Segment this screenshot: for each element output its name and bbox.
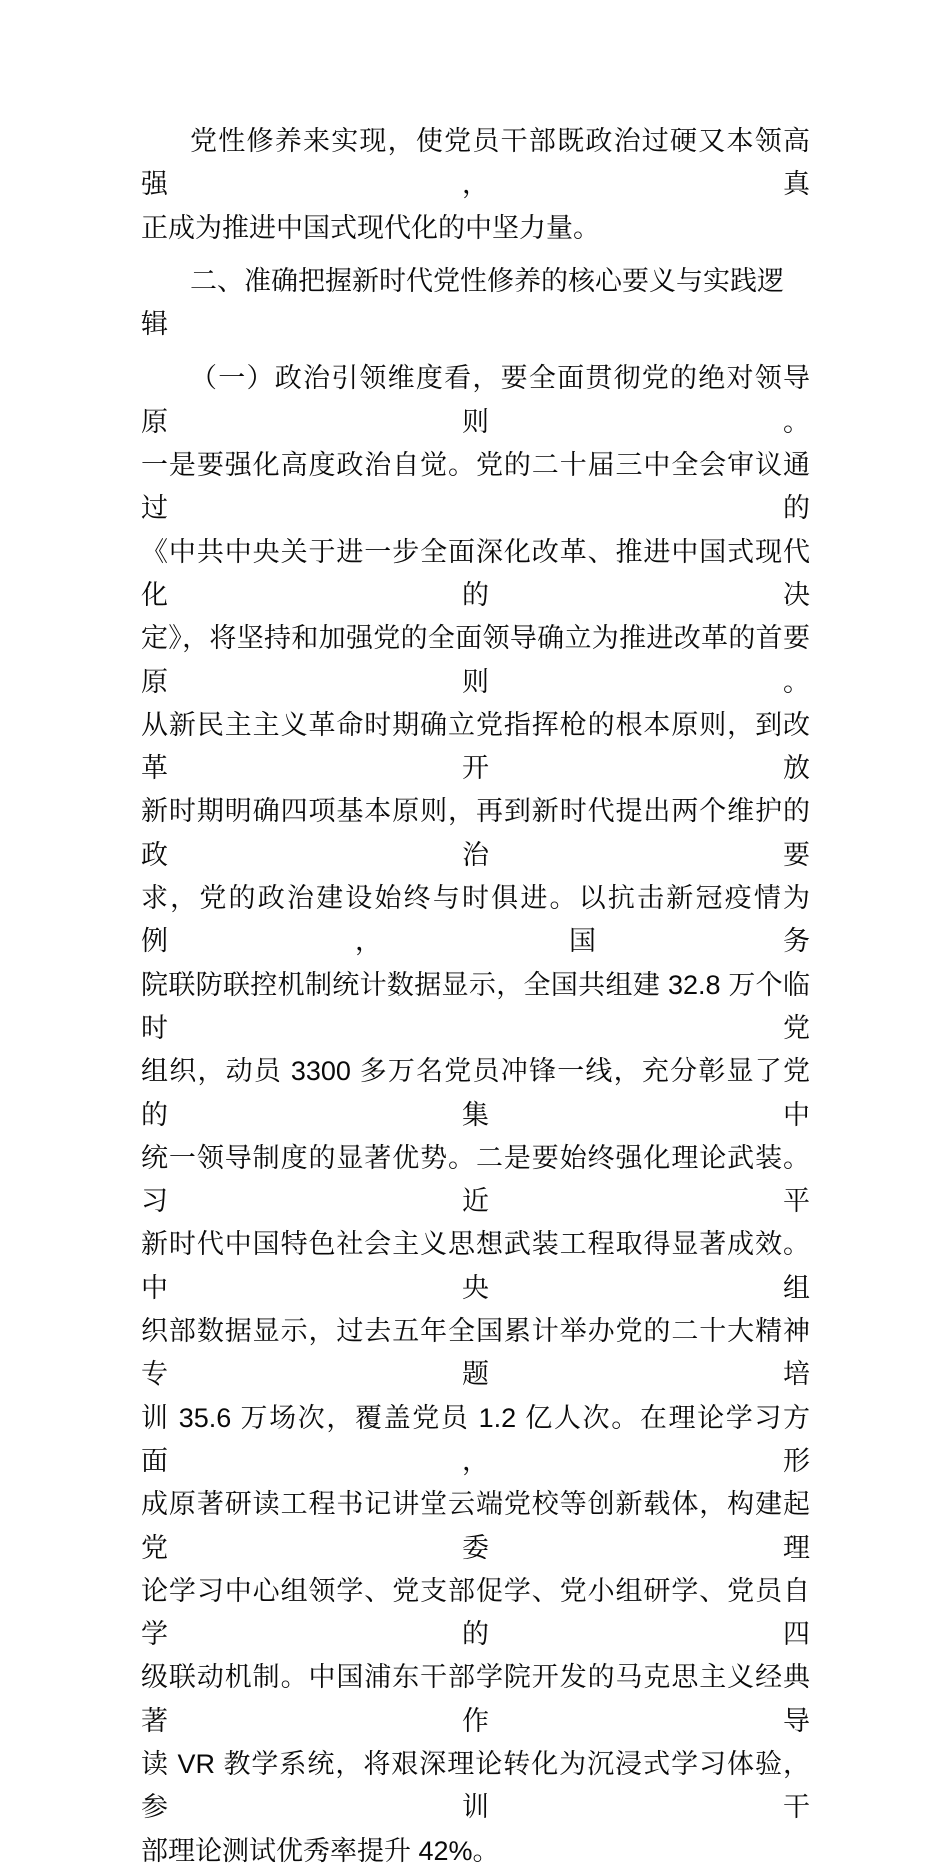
paragraph-line: （一）政治引领维度看，要全面贯彻党的绝对领导原则。 bbox=[141, 363, 810, 437]
paragraph-line: 求，党的政治建设始终与时俱进。以抗击新冠疫情为例，国务 bbox=[141, 883, 810, 957]
paragraph-section-one bbox=[141, 357, 810, 1872]
paragraph-line: 训 35.6 万场次，覆盖党员 1.2 亿人次。在理论学习方面，形 bbox=[141, 1402, 810, 1476]
paragraph-line: 新时期明确四项基本原则，再到新时代提出两个维护的政治要 bbox=[141, 796, 810, 870]
document-body bbox=[141, 120, 810, 1873]
paragraph-line: 读 VR 教学系统，将艰深理论转化为沉浸式学习体验，参训干 bbox=[141, 1748, 810, 1823]
paragraph-line: 成原著研读工程书记讲堂云端党校等创新载体，构建起党委理 bbox=[141, 1489, 810, 1563]
paragraph-intro bbox=[141, 120, 810, 250]
paragraph-line: 一是要强化高度政治自觉。党的二十届三中全会审议通过的 bbox=[141, 450, 810, 524]
paragraph-line: 从新民主主义革命时期确立党指挥枪的根本原则，到改革开放 bbox=[141, 709, 810, 784]
paragraph-line: 院联防联控机制统计数据显示，全国共组建 32.8 万个临时党 bbox=[141, 969, 810, 1043]
paragraph-line: 新时代中国特色社会主义思想武装工程取得显著成效。中央组 bbox=[141, 1229, 810, 1303]
paragraph-line: 统一领导制度的显著优势。二是要始终强化理论武装。习近平 bbox=[141, 1142, 810, 1217]
paragraph-line: 正成为推进中国式现代化的中坚力量。 bbox=[141, 212, 600, 243]
paragraph-line: 级联动机制。中国浦东干部学院开发的马克思主义经典著作导 bbox=[141, 1662, 810, 1736]
paragraph-line: 织部数据显示，过去五年全国累计举办党的二十大精神专题培 bbox=[141, 1316, 810, 1390]
paragraph-line: 定》，将坚持和加强党的全面领导确立为推进改革的首要原则。 bbox=[141, 623, 810, 697]
paragraph-line: 组织，动员 3300 多万名党员冲锋一线，充分彰显了党的集中 bbox=[141, 1056, 810, 1130]
paragraph-line: 部理论测试优秀率提升 42%。 bbox=[141, 1835, 500, 1866]
paragraph-line: 党性修养来实现，使党员干部既政治过硬又本领高强，真 bbox=[141, 126, 810, 200]
paragraph-line: 《中共中央关于进一步全面深化改革、推进中国式现代化的决 bbox=[141, 536, 810, 610]
paragraph-line: 论学习中心组领学、党支部促学、党小组研学、党员自学的四 bbox=[141, 1575, 810, 1650]
section-heading: 二、准确把握新时代党性修养的核心要义与实践逻辑 bbox=[141, 265, 784, 340]
